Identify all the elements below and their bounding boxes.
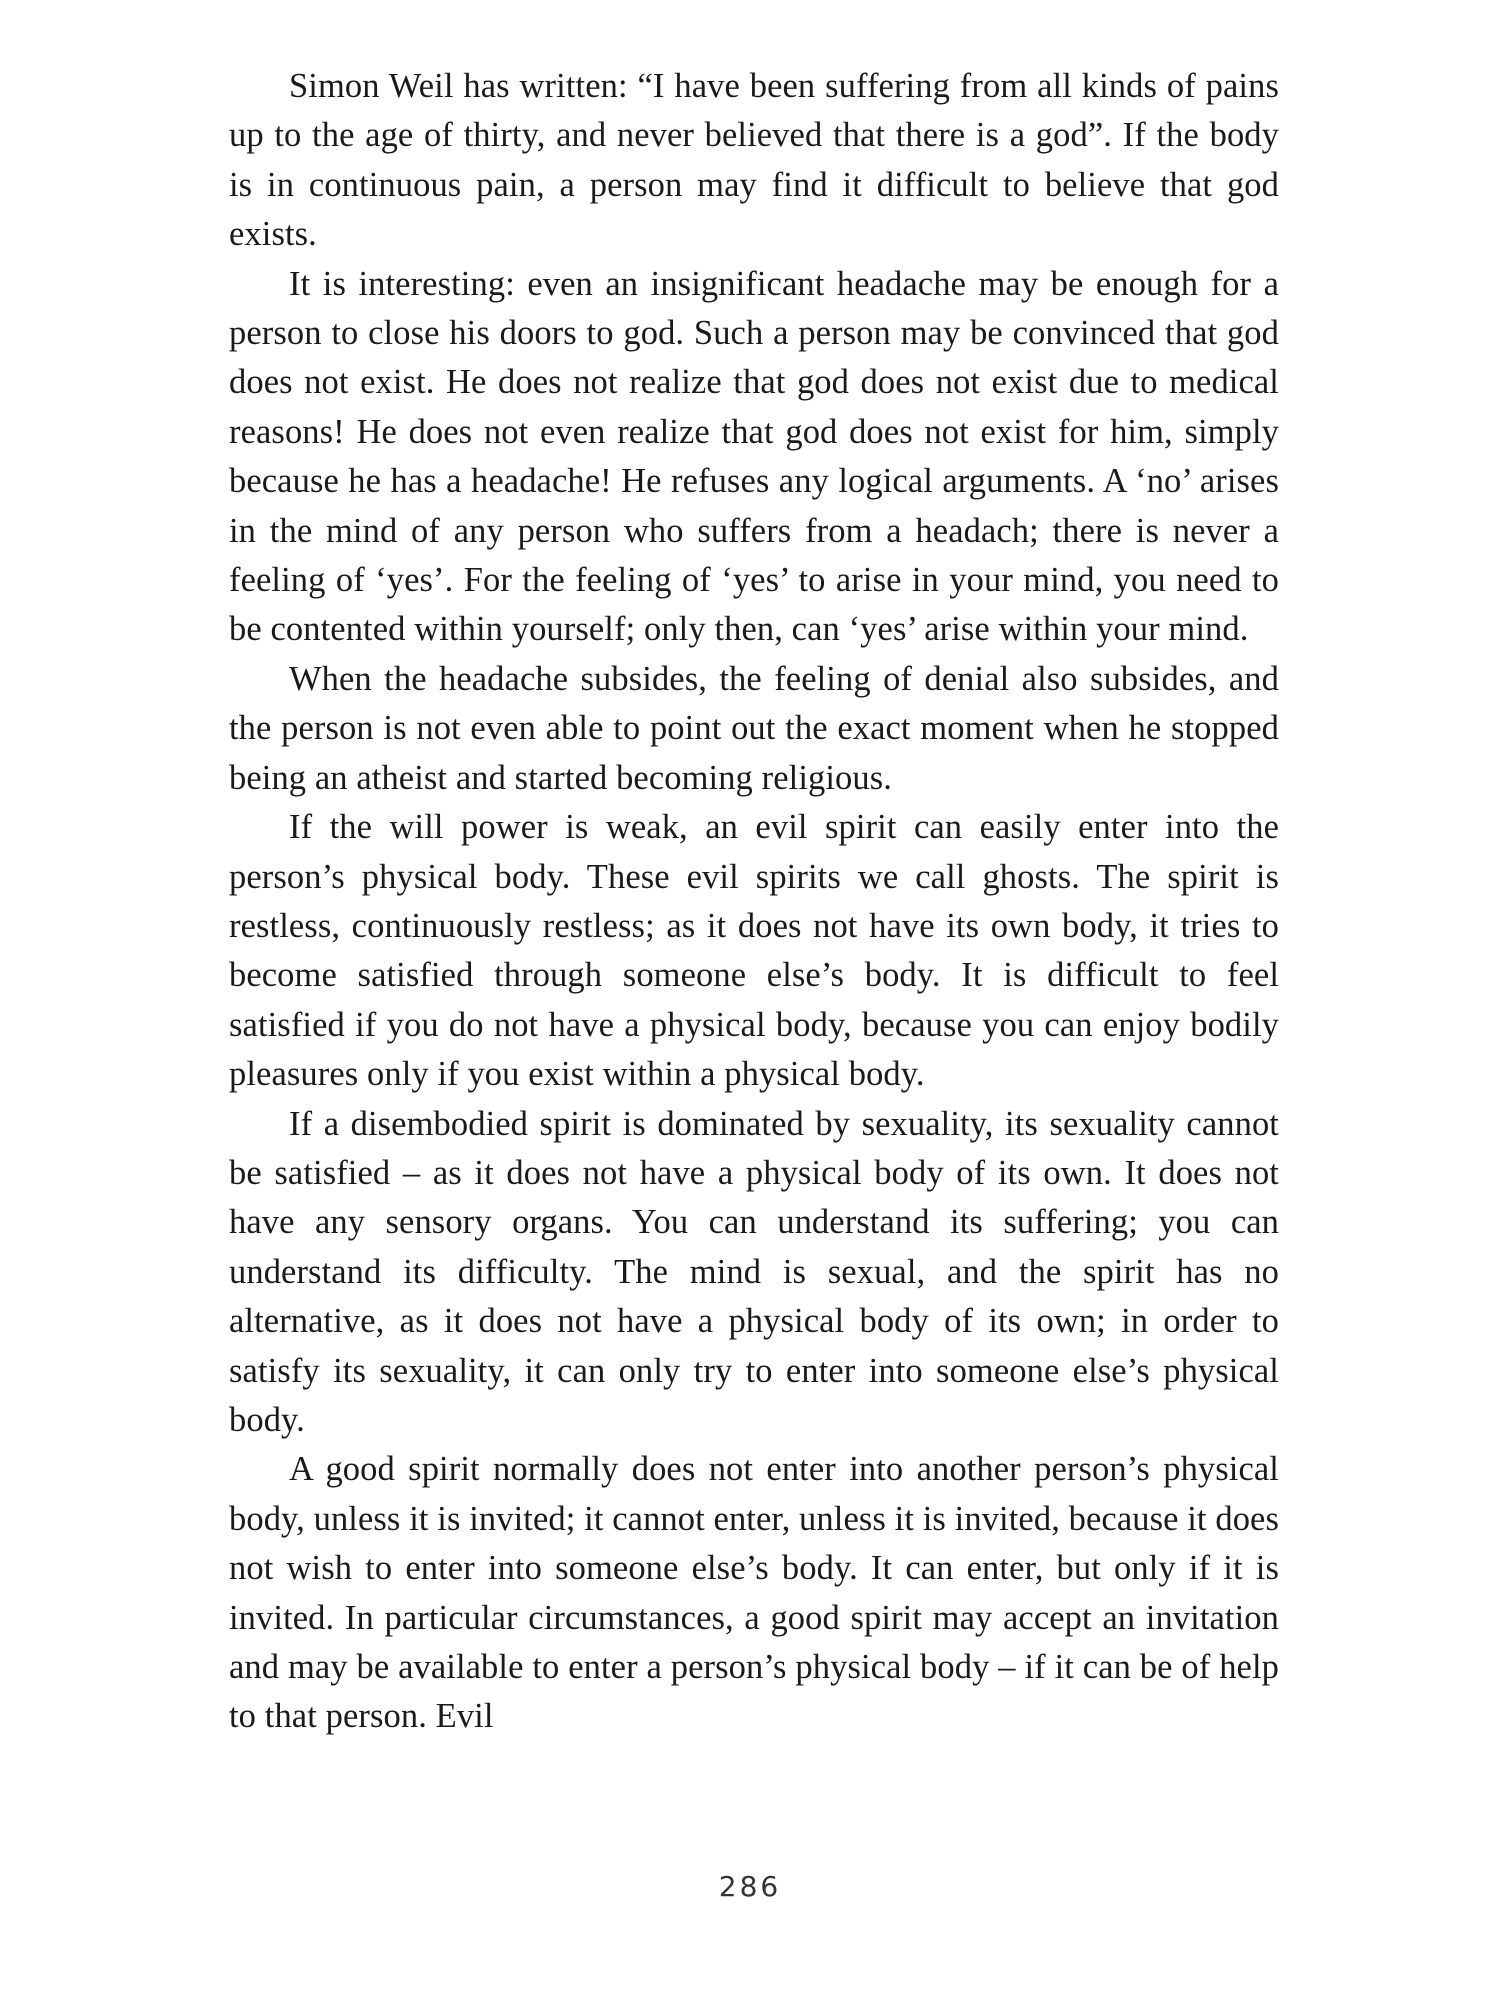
paragraph-2: It is interesting: even an insignificant headache may be enough for a person to close his doors to god. Such a person may be convinced that god does not exist. He does not realize that god does not exist due to medical reasons! He does not even realize that god does not exist for him, simply because he has a headache! He refuses any logical arguments. A ‘no’ arises in the mind of any person who suffers from a headach; there is never a feeling of ‘yes’. For the feeling of ‘yes’ to arise in your mind, you need to be contented within yourself; only then, can ‘yes’ arise within your mind. [229, 264, 1279, 649]
paragraph-6: A good spirit normally does not enter into another person’s physical body, unless it is invited; it cannot enter, unless it is invited, because it does not wish to enter into someone else’s body. It can enter, but only if it is invited. In particular circumstances, a good spirit may accept an invitation and may be available to enter a person’s physical body – if it can be of help to that person. Evil [229, 1450, 1279, 1736]
paragraph-5: If a disembodied spirit is dominated by sexuality, its sexuality cannot be satisfied – as it does not have a physical body of its own. It does not have any sensory organs. You can understand its suffering; you can understand its difficulty. The mind is sexual, and the spirit has no alternative, as it does not have a physical body of its own; in order to satisfy its sexuality, it can only try to enter into someone else’s physical body. [229, 1104, 1279, 1439]
page-number: 286 [718, 1870, 782, 1903]
paragraph-3: When the headache subsides, the feeling of denial also subsides, and the person is not even able to point out the exact moment when he stopped being an atheist and started becoming religious. [229, 659, 1279, 797]
body-text [229, 62, 1279, 1742]
paragraph-4: If the will power is weak, an evil spirit can easily enter into the person’s physical body. These evil spirits we call ghosts. The spirit is restless, continuously restless; as it does not have its own body, it tries to become satisfied through someone else’s body. It is difficult to feel satisfied if you do not have a physical body, because you can enjoy bodily pleasures only if you exist within a physical body. [229, 808, 1279, 1094]
paragraph-1: Simon Weil has written: “I have been suffering from all kinds of pains up to the age of thirty, and never believed that there is a god”. If the body is in continuous pain, a person may find it difficult to believe that god exists. [229, 67, 1279, 254]
